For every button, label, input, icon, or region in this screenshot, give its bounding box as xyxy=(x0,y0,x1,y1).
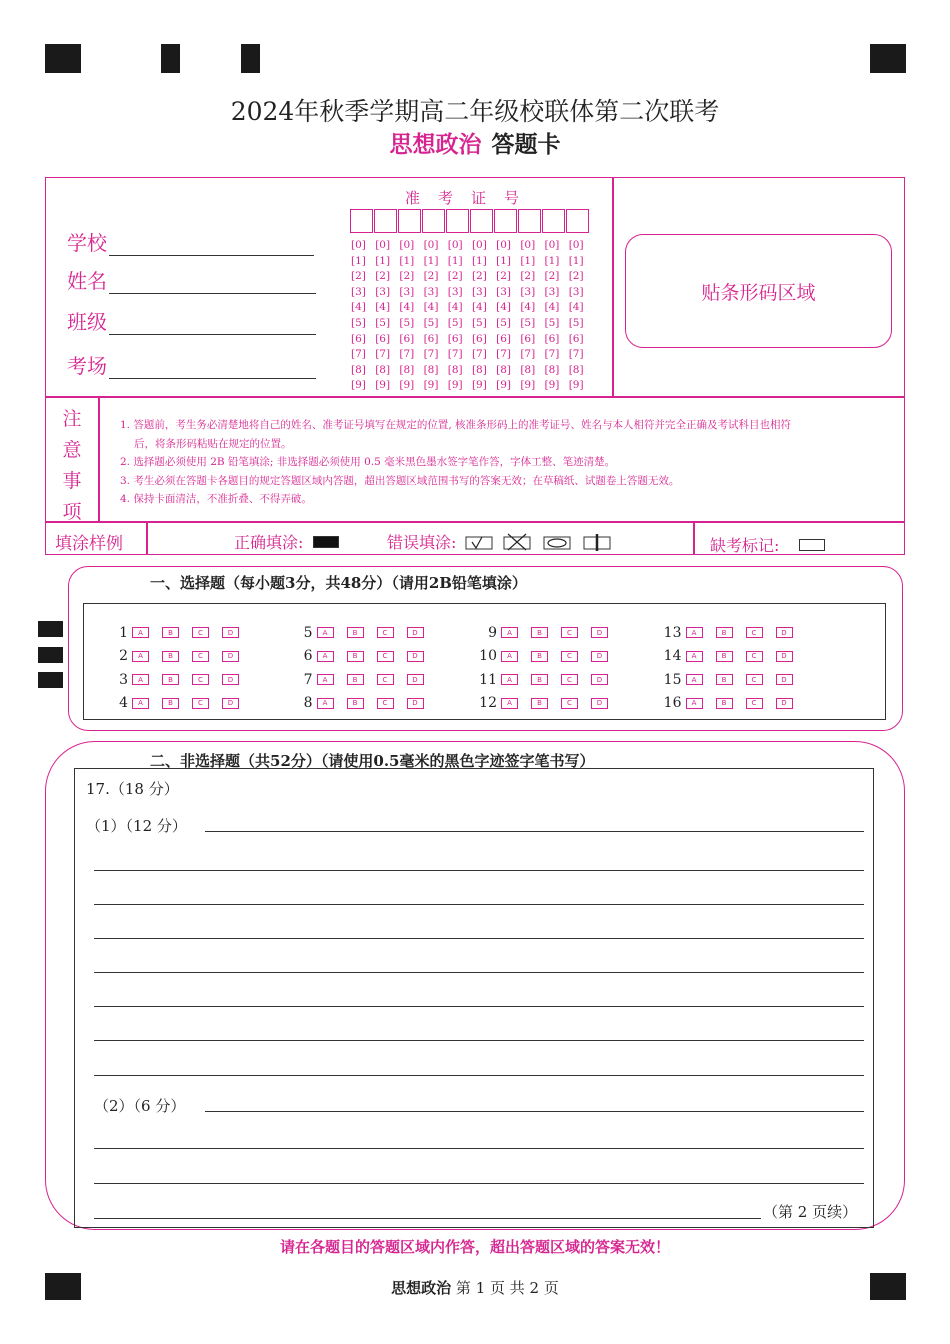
writing-line[interactable] xyxy=(94,1218,761,1219)
option-bubble[interactable]: C xyxy=(192,651,209,662)
choice-row xyxy=(110,645,850,669)
digit-bubble[interactable]: [8] xyxy=(471,363,487,376)
digit-bubble[interactable]: [8] xyxy=(544,363,560,376)
notes-label: 注 意 事 项 xyxy=(62,408,82,523)
option-bubble[interactable]: D xyxy=(407,698,424,709)
question-number: 7 xyxy=(303,671,313,688)
divider xyxy=(98,396,100,522)
digit-bubble[interactable]: [5] xyxy=(544,316,560,329)
digit-bubble[interactable]: [8] xyxy=(447,363,463,376)
digit-bubble[interactable]: [3] xyxy=(544,285,560,298)
digit-bubble[interactable]: [9] xyxy=(544,379,560,392)
option-bubble[interactable]: C xyxy=(377,627,394,638)
digit-bubble[interactable]: [6] xyxy=(520,332,536,345)
option-bubble[interactable]: C xyxy=(561,627,578,638)
option-bubble[interactable]: D xyxy=(591,674,608,685)
digit-bubble[interactable]: [2] xyxy=(447,270,463,283)
digit-bubble[interactable]: [2] xyxy=(375,270,391,283)
question-number: 8 xyxy=(303,695,313,712)
registration-mark xyxy=(38,621,63,637)
question-number: 16 xyxy=(663,695,682,712)
writing-line[interactable] xyxy=(94,938,864,939)
digit-bubble[interactable]: [6] xyxy=(375,332,391,345)
choice-row xyxy=(110,668,850,692)
wrong-fill-icons xyxy=(464,533,624,551)
digit-bubble[interactable]: [3] xyxy=(496,285,511,298)
digit-bubble[interactable]: [0] xyxy=(471,239,487,251)
digit-bubble[interactable]: [7] xyxy=(447,348,463,361)
digit-bubble[interactable]: [8] xyxy=(520,363,536,376)
option-bubble[interactable]: C xyxy=(377,698,394,709)
fill-sample-label: 填涂样例 xyxy=(55,534,123,554)
registration-mark xyxy=(38,672,63,688)
digit-bubble[interactable]: [5] xyxy=(447,316,463,329)
digit-bubble[interactable]: [1] xyxy=(520,254,536,267)
divider xyxy=(146,521,148,555)
digit-bubble[interactable]: [2] xyxy=(399,270,415,283)
digit-row xyxy=(351,363,593,379)
digit-bubble[interactable]: [3] xyxy=(399,285,415,298)
footer-subject: 思想政治 xyxy=(391,1279,452,1297)
card-title xyxy=(0,126,950,159)
digit-bubble[interactable]: [4] xyxy=(544,301,560,314)
question-item xyxy=(295,672,480,688)
digit-bubble[interactable]: [7] xyxy=(471,348,487,361)
digit-row xyxy=(351,300,593,316)
question-item xyxy=(295,648,480,664)
admission-number-boxes[interactable] xyxy=(350,209,590,233)
question-item xyxy=(479,695,664,711)
question-number: 14 xyxy=(663,648,682,665)
choice-row xyxy=(110,621,850,645)
registration-mark xyxy=(38,647,63,663)
digit-bubble[interactable]: [4] xyxy=(351,301,366,314)
name-field[interactable] xyxy=(67,265,316,294)
part-2-label: （2）（6 分） xyxy=(94,1097,186,1115)
option-bubble[interactable]: A xyxy=(132,627,149,638)
digit-row xyxy=(351,316,593,332)
option-bubble[interactable]: A xyxy=(317,651,334,662)
question-item xyxy=(479,672,664,688)
digit-bubble[interactable]: [0] xyxy=(568,239,584,251)
digit-box[interactable] xyxy=(566,209,589,233)
choice-row xyxy=(110,692,850,716)
digit-bubble[interactable]: [1] xyxy=(471,254,487,267)
digit-bubble[interactable]: [7] xyxy=(544,348,560,361)
option-bubble[interactable]: B xyxy=(162,651,179,662)
filled-box-icon xyxy=(313,536,339,548)
digit-bubble[interactable]: [7] xyxy=(375,348,391,361)
divider xyxy=(693,521,695,555)
admission-digit-grid[interactable] xyxy=(351,238,593,394)
digit-row xyxy=(351,254,593,270)
digit-bubble[interactable]: [0] xyxy=(351,239,366,251)
option-bubble[interactable]: B xyxy=(531,698,548,709)
room-input-line[interactable] xyxy=(109,358,316,379)
option-bubble[interactable]: D xyxy=(776,698,793,709)
option-bubble[interactable]: C xyxy=(746,627,763,638)
option-bubble[interactable]: D xyxy=(407,651,424,662)
option-bubble[interactable]: D xyxy=(222,674,239,685)
option-bubble[interactable]: B xyxy=(716,698,733,709)
option-bubble[interactable]: A xyxy=(317,674,334,685)
option-bubble[interactable]: B xyxy=(347,627,364,638)
digit-bubble[interactable]: [0] xyxy=(423,239,439,251)
option-bubble[interactable]: B xyxy=(347,651,364,662)
admission-number-title: 准考证号 xyxy=(404,189,537,207)
registration-mark xyxy=(870,44,906,73)
digit-bubble[interactable]: [7] xyxy=(496,348,511,361)
digit-bubble[interactable]: [0] xyxy=(544,239,560,251)
digit-box[interactable] xyxy=(494,209,517,233)
option-bubble[interactable]: C xyxy=(561,674,578,685)
question-number: 2 xyxy=(119,648,128,665)
question-number: 4 xyxy=(119,695,128,712)
absent-mark[interactable]: 缺考标记: xyxy=(710,533,825,556)
option-bubble[interactable]: A xyxy=(501,627,518,638)
option-bubble[interactable]: A xyxy=(132,651,149,662)
question-item xyxy=(479,625,664,641)
digit-row xyxy=(351,347,593,363)
card-type: 答题卡 xyxy=(491,131,561,158)
absent-box[interactable] xyxy=(799,539,825,551)
option-bubble[interactable]: D xyxy=(776,627,793,638)
footer-page-number: 第 1 页 共 2 页 xyxy=(455,1279,559,1297)
digit-row xyxy=(351,285,593,301)
option-bubble[interactable]: D xyxy=(591,651,608,662)
digit-bubble[interactable]: [5] xyxy=(520,316,536,329)
digit-bubble[interactable]: [5] xyxy=(351,316,366,329)
question-number: 11 xyxy=(479,671,497,688)
digit-bubble[interactable]: [9] xyxy=(399,379,415,392)
writing-line[interactable] xyxy=(94,1040,864,1041)
writing-line[interactable] xyxy=(205,831,864,832)
digit-bubble[interactable]: [3] xyxy=(471,285,487,298)
note-item: 后，将条形码粘贴在规定的位置。 xyxy=(134,437,292,450)
digit-bubble[interactable]: [7] xyxy=(351,348,366,361)
option-bubble[interactable]: B xyxy=(531,674,548,685)
digit-bubble[interactable]: [3] xyxy=(568,285,584,298)
option-bubble[interactable]: C xyxy=(377,651,394,662)
digit-bubble[interactable]: [1] xyxy=(568,254,584,267)
digit-bubble[interactable]: [9] xyxy=(375,379,391,392)
digit-bubble[interactable]: [4] xyxy=(520,301,536,314)
option-bubble[interactable]: B xyxy=(347,698,364,709)
choice-section-title: 一、选择题（每小题3分，共48分）（请用2B铅笔填涂） xyxy=(150,574,527,592)
digit-bubble[interactable]: [1] xyxy=(351,254,366,267)
continued-label: （第 2 页续） xyxy=(763,1203,858,1221)
digit-bubble[interactable]: [6] xyxy=(544,332,560,345)
digit-bubble[interactable]: [7] xyxy=(520,348,536,361)
question-item xyxy=(664,625,849,641)
option-bubble[interactable]: D xyxy=(591,698,608,709)
digit-bubble[interactable]: [9] xyxy=(423,379,439,392)
option-bubble[interactable]: B xyxy=(531,627,548,638)
choice-grid[interactable] xyxy=(110,621,850,715)
writing-line[interactable] xyxy=(205,1111,864,1112)
question-17-label: 17.（18 分） xyxy=(86,780,179,798)
digit-bubble[interactable]: [8] xyxy=(496,363,511,376)
option-bubble[interactable]: C xyxy=(746,698,763,709)
digit-bubble[interactable]: [5] xyxy=(496,316,511,329)
writing-line[interactable] xyxy=(94,1183,864,1184)
option-bubble[interactable]: A xyxy=(501,698,518,709)
digit-bubble[interactable]: [0] xyxy=(496,239,511,251)
note-item: 4. 保持卡面清洁，不准折叠、不得弄破。 xyxy=(120,493,312,505)
digit-bubble[interactable]: [5] xyxy=(471,316,487,329)
digit-bubble[interactable]: [4] xyxy=(375,301,391,314)
option-bubble[interactable]: D xyxy=(407,627,424,638)
digit-box[interactable] xyxy=(374,209,397,233)
writing-line[interactable] xyxy=(94,904,864,905)
question-item xyxy=(664,695,849,711)
question-item xyxy=(664,672,849,688)
school-input-line[interactable] xyxy=(109,235,314,256)
writing-line[interactable] xyxy=(94,1148,864,1149)
option-bubble[interactable]: B xyxy=(531,651,548,662)
option-bubble[interactable]: B xyxy=(716,651,733,662)
digit-bubble[interactable]: [4] xyxy=(447,301,463,314)
correct-fill-sample: 正确填涂: xyxy=(234,530,339,553)
option-bubble[interactable]: A xyxy=(686,674,703,685)
option-bubble[interactable]: A xyxy=(501,674,518,685)
digit-bubble[interactable]: [2] xyxy=(520,270,536,283)
question-number: 3 xyxy=(119,671,128,688)
digit-bubble[interactable]: [3] xyxy=(447,285,463,298)
digit-bubble[interactable]: [7] xyxy=(568,348,584,361)
question-number: 1 xyxy=(119,624,128,641)
digit-box[interactable] xyxy=(542,209,565,233)
digit-bubble[interactable]: [6] xyxy=(351,332,366,345)
note-item: 3. 考生必须在答题卡各题目的规定答题区域内答题，超出答题区域范围书写的答案无效；在草稿纸、试题卷上答题无效。 xyxy=(120,474,680,487)
school-field[interactable] xyxy=(67,227,314,256)
writing-line[interactable] xyxy=(94,972,864,973)
digit-row xyxy=(351,332,593,348)
option-bubble[interactable]: A xyxy=(132,698,149,709)
writing-line[interactable] xyxy=(94,1006,864,1007)
digit-row xyxy=(351,238,593,254)
digit-box[interactable] xyxy=(350,209,373,233)
option-bubble[interactable]: D xyxy=(222,627,239,638)
option-bubble[interactable]: A xyxy=(686,698,703,709)
digit-bubble[interactable]: [7] xyxy=(399,348,415,361)
option-bubble[interactable]: B xyxy=(162,627,179,638)
option-bubble[interactable]: C xyxy=(192,698,209,709)
digit-bubble[interactable]: [4] xyxy=(423,301,439,314)
option-bubble[interactable]: D xyxy=(407,674,424,685)
digit-bubble[interactable]: [1] xyxy=(423,254,439,267)
note-item: 2. 选择题必须使用 2B 铅笔填涂; 非选择题必须使用 0.5 毫米黑色墨水签字笔作答，字体工整、笔迹清楚。 xyxy=(120,456,616,468)
registration-mark xyxy=(161,44,180,73)
digit-bubble[interactable]: [3] xyxy=(375,285,391,298)
digit-box[interactable] xyxy=(470,209,493,233)
digit-bubble[interactable]: [3] xyxy=(423,285,439,298)
question-item xyxy=(110,672,295,688)
digit-bubble[interactable]: [9] xyxy=(471,379,487,392)
digit-bubble[interactable]: [4] xyxy=(399,301,415,314)
option-bubble[interactable]: C xyxy=(746,651,763,662)
option-bubble[interactable]: D xyxy=(591,627,608,638)
digit-bubble[interactable]: [2] xyxy=(544,270,560,283)
footer-page-info xyxy=(0,1277,950,1298)
digit-bubble[interactable]: [4] xyxy=(568,301,584,314)
divider xyxy=(45,521,905,523)
digit-bubble[interactable]: [4] xyxy=(471,301,487,314)
digit-bubble[interactable]: [6] xyxy=(423,332,439,345)
option-bubble[interactable]: A xyxy=(501,651,518,662)
option-bubble[interactable]: B xyxy=(716,627,733,638)
wrong-fill-sample: 错误填涂: xyxy=(387,530,624,553)
digit-bubble[interactable]: [5] xyxy=(568,316,584,329)
option-bubble[interactable]: B xyxy=(347,674,364,685)
answer-area-17[interactable] xyxy=(74,768,874,1228)
question-item xyxy=(295,625,480,641)
digit-bubble[interactable]: [2] xyxy=(496,270,511,283)
subject-name: 思想政治 xyxy=(389,131,482,158)
digit-bubble[interactable]: [8] xyxy=(423,363,439,376)
digit-bubble[interactable]: [9] xyxy=(568,379,584,392)
digit-bubble[interactable]: [1] xyxy=(399,254,415,267)
registration-mark xyxy=(45,44,81,73)
question-item xyxy=(110,625,295,641)
digit-bubble[interactable]: [0] xyxy=(520,239,536,251)
option-bubble[interactable]: A xyxy=(317,627,334,638)
question-number: 5 xyxy=(303,624,313,641)
question-number: 10 xyxy=(479,648,497,665)
name-label: 姓名 xyxy=(67,269,107,293)
digit-row xyxy=(351,269,593,285)
name-input-line[interactable] xyxy=(109,273,316,294)
answer-section-title: 二、非选择题（共52分）（请使用0.5毫米的黑色字迹签字笔书写） xyxy=(150,752,595,770)
digit-bubble[interactable]: [6] xyxy=(496,332,511,345)
question-item xyxy=(110,648,295,664)
question-item xyxy=(110,695,295,711)
digit-bubble[interactable]: [4] xyxy=(496,301,511,314)
digit-bubble[interactable]: [5] xyxy=(399,316,415,329)
exam-title: 2024年秋季学期高二年级校联体第二次联考 xyxy=(230,97,720,126)
digit-bubble[interactable]: [3] xyxy=(520,285,536,298)
divider xyxy=(612,177,614,397)
question-item xyxy=(664,648,849,664)
digit-bubble[interactable]: [8] xyxy=(568,363,584,376)
option-bubble[interactable]: C xyxy=(192,627,209,638)
room-field[interactable] xyxy=(67,350,316,379)
digit-bubble[interactable]: [9] xyxy=(447,379,463,392)
school-label: 学校 xyxy=(67,231,107,255)
class-label: 班级 xyxy=(67,310,107,334)
option-bubble[interactable]: D xyxy=(222,651,239,662)
digit-bubble[interactable]: [7] xyxy=(423,348,439,361)
digit-bubble[interactable]: [6] xyxy=(568,332,584,345)
digit-bubble[interactable]: [0] xyxy=(447,239,463,251)
option-bubble[interactable]: D xyxy=(776,674,793,685)
digit-bubble[interactable]: [6] xyxy=(447,332,463,345)
digit-row xyxy=(351,378,593,394)
digit-bubble[interactable]: [0] xyxy=(399,239,415,251)
option-bubble[interactable]: A xyxy=(132,674,149,685)
option-bubble[interactable]: D xyxy=(776,651,793,662)
question-item xyxy=(479,648,664,664)
option-bubble[interactable]: B xyxy=(716,674,733,685)
digit-bubble[interactable]: [8] xyxy=(351,363,366,376)
digit-bubble[interactable]: [2] xyxy=(423,270,439,283)
class-input-line[interactable] xyxy=(109,314,316,335)
digit-bubble[interactable]: [1] xyxy=(447,254,463,267)
digit-bubble[interactable]: [2] xyxy=(351,270,366,283)
option-bubble[interactable]: C xyxy=(192,674,209,685)
digit-box[interactable] xyxy=(446,209,469,233)
digit-bubble[interactable]: [1] xyxy=(544,254,560,267)
digit-bubble[interactable]: [6] xyxy=(471,332,487,345)
digit-bubble[interactable]: [9] xyxy=(351,379,366,392)
option-bubble[interactable]: C xyxy=(746,674,763,685)
digit-bubble[interactable]: [5] xyxy=(423,316,439,329)
digit-box[interactable] xyxy=(518,209,541,233)
option-bubble[interactable]: A xyxy=(317,698,334,709)
option-bubble[interactable]: A xyxy=(686,627,703,638)
writing-line[interactable] xyxy=(94,870,864,871)
question-number: 9 xyxy=(488,624,497,641)
question-number: 13 xyxy=(663,624,682,641)
digit-bubble[interactable]: [3] xyxy=(351,285,366,298)
digit-bubble[interactable]: [6] xyxy=(399,332,415,345)
part-1-label: （1）（12 分） xyxy=(86,817,187,835)
registration-mark xyxy=(241,44,260,73)
digit-bubble[interactable]: [9] xyxy=(496,379,511,392)
option-bubble[interactable]: B xyxy=(162,698,179,709)
digit-bubble[interactable]: [2] xyxy=(568,270,584,283)
digit-bubble[interactable]: [8] xyxy=(399,363,415,376)
writing-line[interactable] xyxy=(94,1075,864,1076)
divider xyxy=(45,396,905,398)
question-number: 6 xyxy=(303,648,313,665)
barcode-area: 贴条形码区域 xyxy=(625,234,892,348)
question-number: 15 xyxy=(663,671,682,688)
digit-box[interactable] xyxy=(398,209,421,233)
room-label: 考场 xyxy=(67,354,107,378)
digit-bubble[interactable]: [1] xyxy=(496,254,511,267)
digit-box[interactable] xyxy=(422,209,445,233)
digit-bubble[interactable]: [1] xyxy=(375,254,391,267)
digit-bubble[interactable]: [8] xyxy=(375,363,391,376)
footer-warning: 请在各题目的答题区域内作答，超出答题区域的答案无效！ xyxy=(279,1238,670,1256)
option-bubble[interactable]: C xyxy=(561,651,578,662)
class-field[interactable] xyxy=(67,306,316,335)
option-bubble[interactable]: C xyxy=(377,674,394,685)
digit-bubble[interactable]: [2] xyxy=(471,270,487,283)
digit-bubble[interactable]: [9] xyxy=(520,379,536,392)
option-bubble[interactable]: A xyxy=(686,651,703,662)
digit-bubble[interactable]: [5] xyxy=(375,316,391,329)
question-item xyxy=(295,695,480,711)
option-bubble[interactable]: B xyxy=(162,674,179,685)
notes-list xyxy=(120,416,890,509)
option-bubble[interactable]: C xyxy=(561,698,578,709)
option-bubble[interactable]: D xyxy=(222,698,239,709)
question-number: 12 xyxy=(479,695,497,712)
note-item: 1. 答题前，考生务必清楚地将自己的姓名、准考证号填写在规定的位置, 核准条形码上的准考证号、姓名与本人相符并完全正确及考试科目也相符 xyxy=(120,419,792,431)
digit-bubble[interactable]: [0] xyxy=(375,239,391,251)
